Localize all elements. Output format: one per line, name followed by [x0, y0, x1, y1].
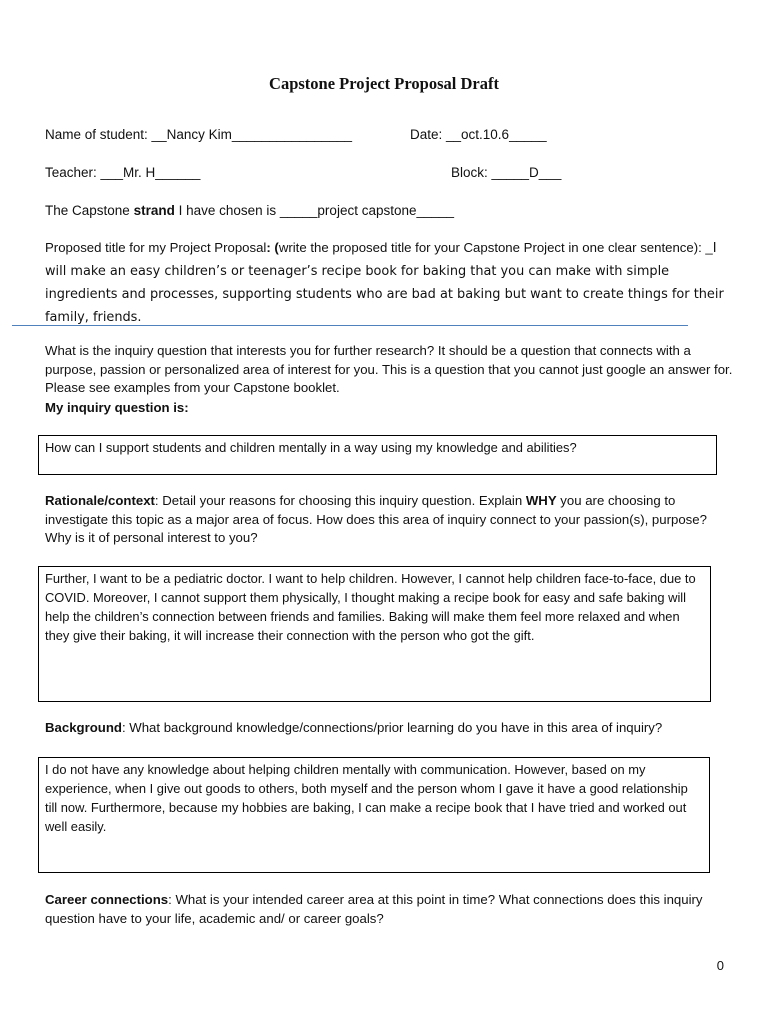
proposed-title-instructions: write the proposed title for your Capstone Project in one clear sentence): _ [278, 240, 713, 255]
document-title: Capstone Project Proposal Draft [269, 74, 499, 93]
career-prompt [45, 891, 735, 928]
inquiry-label: My inquiry question is: [45, 400, 189, 415]
proposed-title-answer: I will make an easy children’s or teenager’s recipe book for baking that you can make with simple ingredients and processes, supporting students who are bad at baking but want to create things for their family, friends. [45, 241, 724, 325]
career-prompt-text: : What is your intended career area at this point in time? What connections does this inquiry question have to your life, academic and/ or career goals? [45, 892, 703, 926]
background-prompt-text: : What background knowledge/connections/prior learning do you have in this area of inquiry? [121, 720, 663, 735]
rationale-prompt-pre: : Detail your reasons for choosing this inquiry question. Explain [154, 493, 526, 508]
rationale-label: Rationale/context [45, 493, 155, 508]
inquiry-answer-box [38, 435, 717, 475]
strand-prefix: The Capstone [45, 203, 134, 218]
rationale-why: WHY [525, 493, 557, 508]
strand-bold: strand [133, 203, 175, 218]
rationale-answer-box [38, 566, 711, 702]
page-number: 0 [716, 958, 724, 973]
teacher-field: Teacher: ___Mr. H______ [45, 165, 201, 180]
student-name-field: Name of student: __Nancy Kim________________ [45, 127, 352, 142]
background-prompt [45, 719, 735, 738]
block-field: Block: _____D___ [451, 165, 562, 180]
inquiry-answer: How can I support students and children mentally in a way using my knowledge and abilities? [45, 440, 577, 455]
proposed-title-section [45, 237, 735, 329]
divider-line [12, 325, 688, 326]
background-answer-box [38, 757, 710, 873]
background-label: Background [45, 720, 122, 735]
career-label: Career connections [45, 892, 169, 907]
rationale-answer: Further, I want to be a pediatric doctor. I want to help children. However, I cannot help children face-to-face, due to COVID. Moreover, I cannot support them physically, I thought making a recipe book for easy and safe baking will help the children’s connection between friends and families. Baking will make them feel more relaxed and when they give their baking, it will increase their connection with the person who got the gift. [45, 571, 696, 643]
background-answer: I do not have any knowledge about helping children mentally with communication. However, based on my experience, when I give out goods to others, both myself and the person whom I gave it have a good relationship till now. Furthermore, because my hobbies are baking, I can make a recipe book that I have tried and worked out well easily. [45, 762, 688, 834]
date-field: Date: __oct.10.6_____ [410, 127, 547, 142]
strand-suffix: I have chosen is _____project capstone_____ [174, 203, 455, 218]
rationale-prompt [45, 492, 735, 548]
proposed-title-bold: : ( [266, 240, 279, 255]
proposed-title-label: Proposed title for my Project Proposal [45, 240, 267, 255]
rationale-prompt-post: you are choosing to investigate this topic as a major area of focus. How does this area of inquiry connect to your passion(s), purpose? Why is it of personal interest to you? [45, 493, 707, 546]
inquiry-prompt: What is the inquiry question that interests you for further research? It should be a question that connects with a purpose, passion or personalized area of interest for you. This is a question that you cannot just google an answer for. Please see examples from your Capstone booklet. [45, 343, 733, 396]
strand-line [45, 203, 454, 218]
